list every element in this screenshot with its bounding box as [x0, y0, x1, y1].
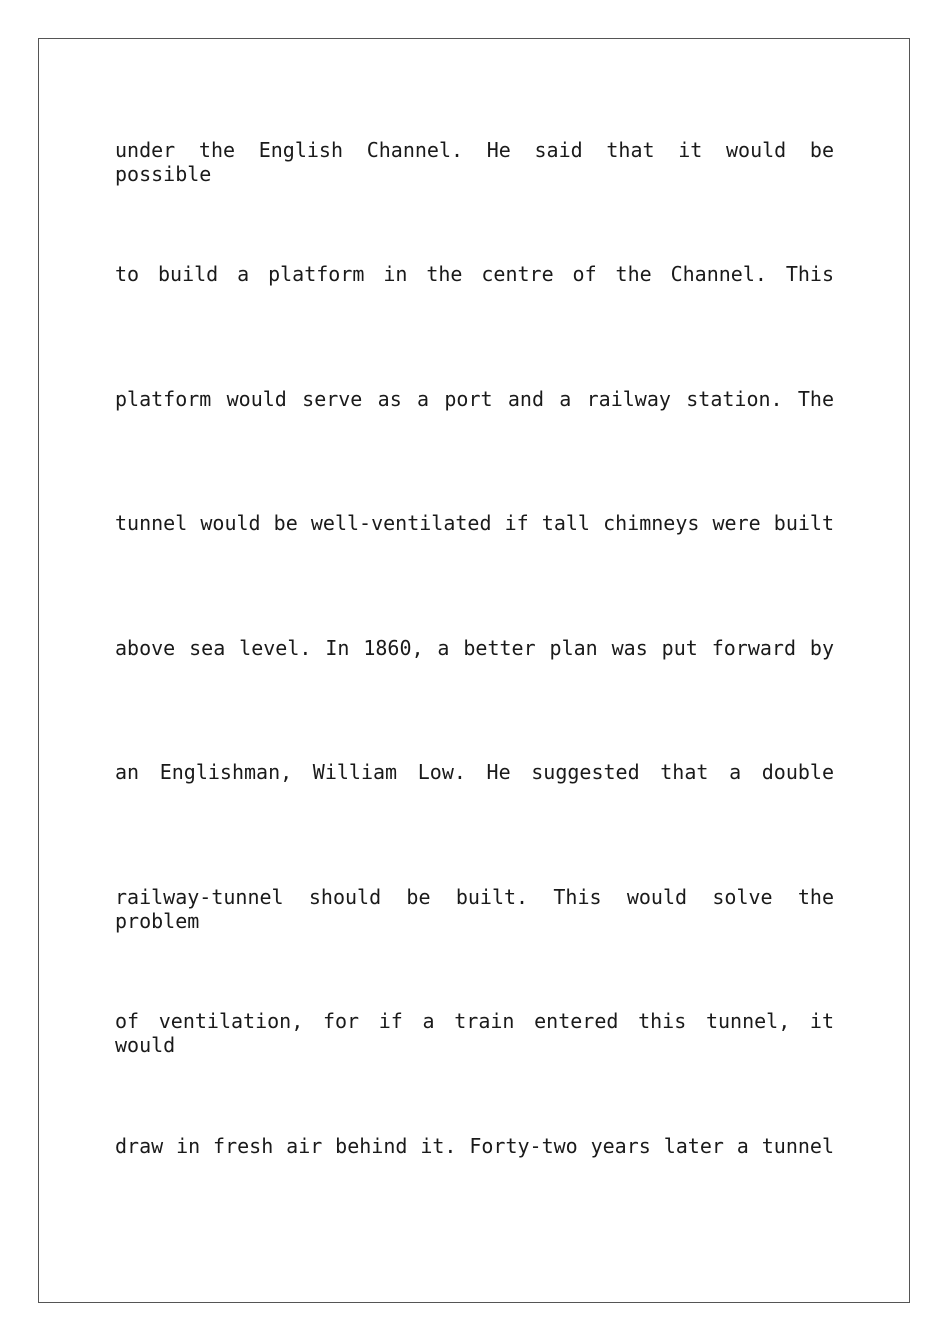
- text-line-2: to build a platform in the centre of the Channel. This: [115, 262, 834, 286]
- text-line-3: platform would serve as a port and a railway station. The: [115, 387, 834, 411]
- text-line-5: above sea level. In 1860, a better plan was put forward by: [115, 636, 834, 660]
- text-line-8: of ventilation, for if a train entered this tunnel, it would: [115, 1009, 834, 1057]
- page-border: [38, 38, 910, 1303]
- text-line-4: tunnel would be well-ventilated if tall chimneys were built: [115, 511, 834, 535]
- text-line-1: under the English Channel. He said that it would be possible: [115, 138, 834, 186]
- text-line-9: draw in fresh air behind it. Forty-two years later a tunnel: [115, 1134, 834, 1158]
- text-line-6: an Englishman, William Low. He suggested that a double: [115, 760, 834, 784]
- text-line-7: railway-tunnel should be built. This would solve the problem: [115, 885, 834, 933]
